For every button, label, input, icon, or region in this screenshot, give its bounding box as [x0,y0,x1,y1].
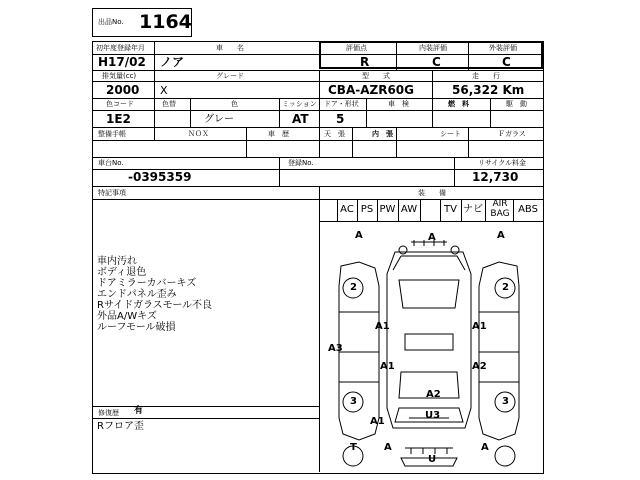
damage-mark: A [497,230,505,241]
color-value: グレー [204,114,234,125]
car-right-side [479,262,519,440]
model-label: 型 式 [362,72,390,80]
car-name-label: 車 名 [216,44,244,52]
exterior-score-label: 外装評価 [489,44,517,52]
damage-mark: 2 [502,282,509,293]
drive-label: 駆 動 [506,100,527,108]
interior-score-value: C [432,55,441,69]
history-label: 車 歴 [268,130,289,138]
damage-mark: A3 [328,343,343,354]
score-label: 評価点 [346,44,367,52]
equip-pw: PW [379,204,396,215]
score-value: R [360,55,370,69]
damage-mark: 3 [502,396,509,407]
damage-mark: 3 [350,396,357,407]
recycle-value: 12,730 [472,170,519,184]
equip-ac: AC [340,204,354,215]
repair-item: Rフロア歪 [97,421,144,432]
damage-mark: A [428,232,436,243]
note-item: ボディ退色 [97,267,147,278]
door-label: ドア・形状 [324,100,359,108]
equip-tv: TV [444,204,457,215]
lot-number: 1164 [139,11,192,33]
front-glass-label: Ｆガラス [498,130,526,138]
door-value: 5 [336,112,345,126]
reg-number-label: 登録No. [288,159,314,167]
equipment-grid [319,199,544,221]
note-item: ドアミラーカバーキズ [97,278,197,289]
headliner-label: 天 張 [324,130,345,138]
note-item: エンドパネル歪み [97,289,177,300]
damage-mark: 2 [350,282,357,293]
displacement-label: 排気量(cc) [102,72,137,80]
equip-abs: ABS [518,204,538,215]
equip-ps: PS [360,204,374,215]
damage-mark: A1 [375,321,390,332]
mission-label: ミッション [282,100,317,108]
repair-history-label: 修復歴 [98,409,119,417]
reg-date-value: H17/02 [98,55,146,69]
note-item: 外品A/Wキズ [97,311,157,322]
note-item: 車内汚れ [97,256,137,267]
inspection-sheet [92,8,544,474]
damage-mark: A2 [426,389,441,400]
inspection-label: 車 検 [388,100,409,108]
grade-value: X [160,84,168,97]
equip-aw: AW [400,204,418,215]
grade-label: グレード [216,72,244,80]
damage-mark: A1 [370,416,385,427]
maintenance-book-label: 整備手帳 [98,130,126,138]
damage-mark: A [384,442,392,453]
interior-score-label: 内装評価 [419,44,447,52]
damage-mark: A1 [472,321,487,332]
damage-mark: U [428,454,437,465]
note-item: Rサイドガラスモール不良 [97,300,213,311]
interior-panel-label: 内 張 [372,130,393,138]
chassis-label: 車台No. [98,159,124,167]
recycle-label: リサイクル料金 [478,159,527,167]
color-code-value: 1E2 [106,112,131,126]
mileage-value: 56,322 Km [452,83,525,97]
car-left-side [339,262,379,440]
equip-airbag: AIR BAG [490,199,510,219]
mileage-label: 走 行 [472,72,500,80]
nox-label: ＮＯＸ [188,130,209,138]
car-top-view [387,240,471,466]
damage-mark: T [350,442,357,453]
note-item: ルーフモール破損 [97,322,176,333]
rear-right-circle [495,446,515,466]
car-damage-diagram [319,222,544,472]
equip-navi: ナビ [463,204,483,215]
chassis-value: -0395359 [128,170,192,184]
displacement-value: 2000 [106,83,140,97]
color-code-label: 色コード [106,100,134,108]
exterior-score-value: C [502,55,511,69]
mission-value: AT [292,112,309,126]
equipment-label: 装 備 [418,189,446,197]
lot-label: 出品No. [98,18,124,26]
damage-mark: A1 [380,361,395,372]
damage-mark: A [481,442,489,453]
damage-mark: A2 [472,361,487,372]
notes-label: 特記事項 [98,189,126,197]
fuel-label: 燃 料 [448,100,469,108]
model-value: CBA-AZR60G [328,83,414,97]
repair-history-value: 有 [134,406,144,416]
reg-date-label: 初年度登録年月 [96,44,145,52]
color-change-label: 色替 [162,100,176,108]
seat-label: シート [440,130,461,138]
damage-mark: A [355,230,363,241]
car-name-value: ノア [160,55,185,69]
damage-mark: U3 [425,410,441,421]
color-label: 色 [231,100,238,108]
